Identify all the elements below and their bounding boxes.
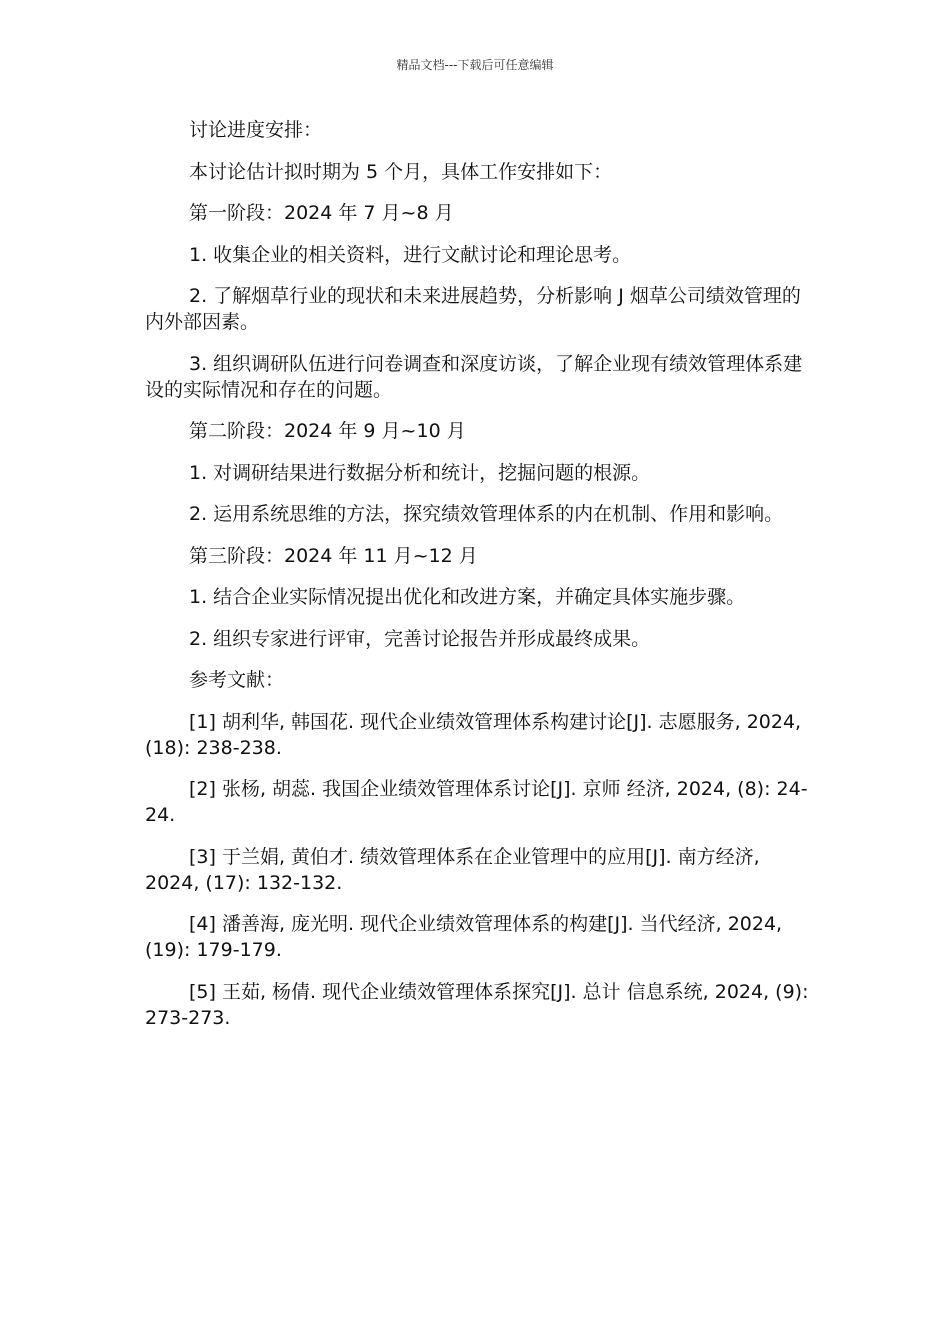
phase-one-item-2: 2. 了解烟草行业的现状和未来进展趋势，分析影响 J 烟草公司绩效管理的内外部因素。 — [145, 285, 801, 333]
document-body — [145, 117, 817, 1046]
phase-two-item-1: 1. 对调研结果进行数据分析和统计，挖掘问题的根源。 — [189, 461, 651, 484]
phase-two-item-2: 2. 运用系统思维的方法，探究绩效管理体系的内在机制、作用和影响。 — [189, 503, 784, 525]
reference-item: [2] 张杨, 胡蕊. 我国企业绩效管理体系讨论[J]. 京师 经济, 2024, (8): 24-24. — [145, 778, 808, 826]
page-header-watermark: 精品文档---下载后可任意编辑 — [396, 58, 554, 72]
phase-one-item-3: 3. 组织调研队伍进行问卷调查和深度访谈，了解企业现有绩效管理体系建设的实际情况和存在的问题。 — [145, 352, 803, 401]
section-heading-schedule: 讨论进度安排： — [189, 119, 323, 141]
reference-item: [1] 胡利华, 韩国花. 现代企业绩效管理体系构建讨论[J]. 志愿服务, 2024, (18): 238-238. — [145, 710, 802, 759]
phase-three-item-1: 1. 结合企业实际情况提出优化和改进方案，并确定具体实施步骤。 — [189, 586, 746, 608]
reference-item: [3] 于兰娟, 黄伯才. 绩效管理体系在企业管理中的应用[J]. 南方经济, 2024, (17): 132-132. — [145, 845, 760, 894]
references-heading: 参考文献： — [189, 669, 285, 691]
phase-one-item-1: 1. 收集企业的相关资料，进行文献讨论和理论思考。 — [189, 243, 632, 266]
phase-three-heading: 第三阶段：2024 年 11 月~12 月 — [189, 544, 478, 567]
phase-one-heading: 第一阶段：2024 年 7 月~8 月 — [189, 202, 454, 224]
schedule-intro: 本讨论估计拟时期为 5 个月，具体工作安排如下： — [189, 160, 613, 183]
reference-item: [4] 潘善海, 庞光明. 现代企业绩效管理体系的构建[J]. 当代经济, 2024, (19): 179-179. — [145, 913, 783, 961]
phase-two-heading: 第二阶段：2024 年 9 月~10 月 — [189, 420, 466, 442]
phase-three-item-2: 2. 组织专家进行评审，完善讨论报告并形成最终成果。 — [189, 627, 651, 650]
reference-item: [5] 王茹, 杨倩. 现代企业绩效管理体系探究[J]. 总计 信息系统, 2024, (9): 273-273. — [145, 980, 809, 1029]
